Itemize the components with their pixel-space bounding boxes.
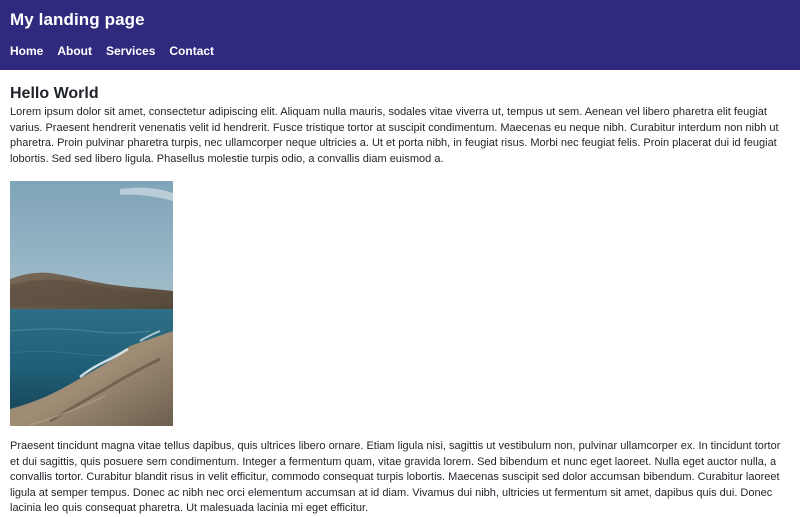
intro-paragraph: Lorem ipsum dolor sit amet, consectetur adipiscing elit. Aliquam nulla mauris, sodales vitae viverra ut, tempus ut sem. Aenean vel libero pharetra elit feugiat varius. Praesent hendrerit venenatis velit id hendrerit. Fusce tristique tortor at suscipit condimentum. Maecenas eu neque nibh. Curabitur interdum non nibh ut pharetra. Proin pulvinar pharetra turpis, nec ullamcorper neque ultricies a. Ut et porta nibh, in feugiat risus. Morbi nec feugiat felis. Proin placerat dui id feugiat lobortis. Sed sed libero ligula. Phasellus molestie turpis odio, a convallis diam euismod a. [10, 106, 779, 165]
second-paragraph: Praesent tincidunt magna vitae tellus dapibus, quis ultrices libero ornare. Etiam ligula nisi, sagittis ut vestibulum non, pulvinar ullamcorper ex. In tincidunt tortor et dui sagittis, quis posuere sem condimentum. Integer a fermentum quam, vitae gravida lorem. Sed bibendum et nunc eget laoreet. Nulla eget auctor nulla, a convallis tortor. Curabitur blandit risus in velit efficitur, commodo consequat turpis lobortis. Maecenas suscipit sed dolor accumsan bibendum. Curabitur laoreet ligula at semper tempus. Donec ac nibh nec orci elementum accumsan at id diam. Vivamus dui nibh, ultricies ut fermentum sit amet, dapibus quis dui. Donec lacinia leo quis consequat pharetra. Ut malesuada lacinia mi eget efficitur. [10, 440, 781, 514]
site-title: My landing page [10, 10, 145, 29]
nav-link-services[interactable]: Services [106, 44, 156, 58]
nav-link-home[interactable]: Home [10, 44, 44, 58]
main-content [0, 70, 800, 517]
coastline-photo [10, 181, 173, 426]
page-heading: Hello World [10, 85, 99, 102]
nav-link-contact[interactable]: Contact [169, 44, 215, 58]
main-nav [10, 44, 790, 58]
nav-link-about[interactable]: About [57, 44, 92, 58]
site-header [0, 0, 800, 70]
